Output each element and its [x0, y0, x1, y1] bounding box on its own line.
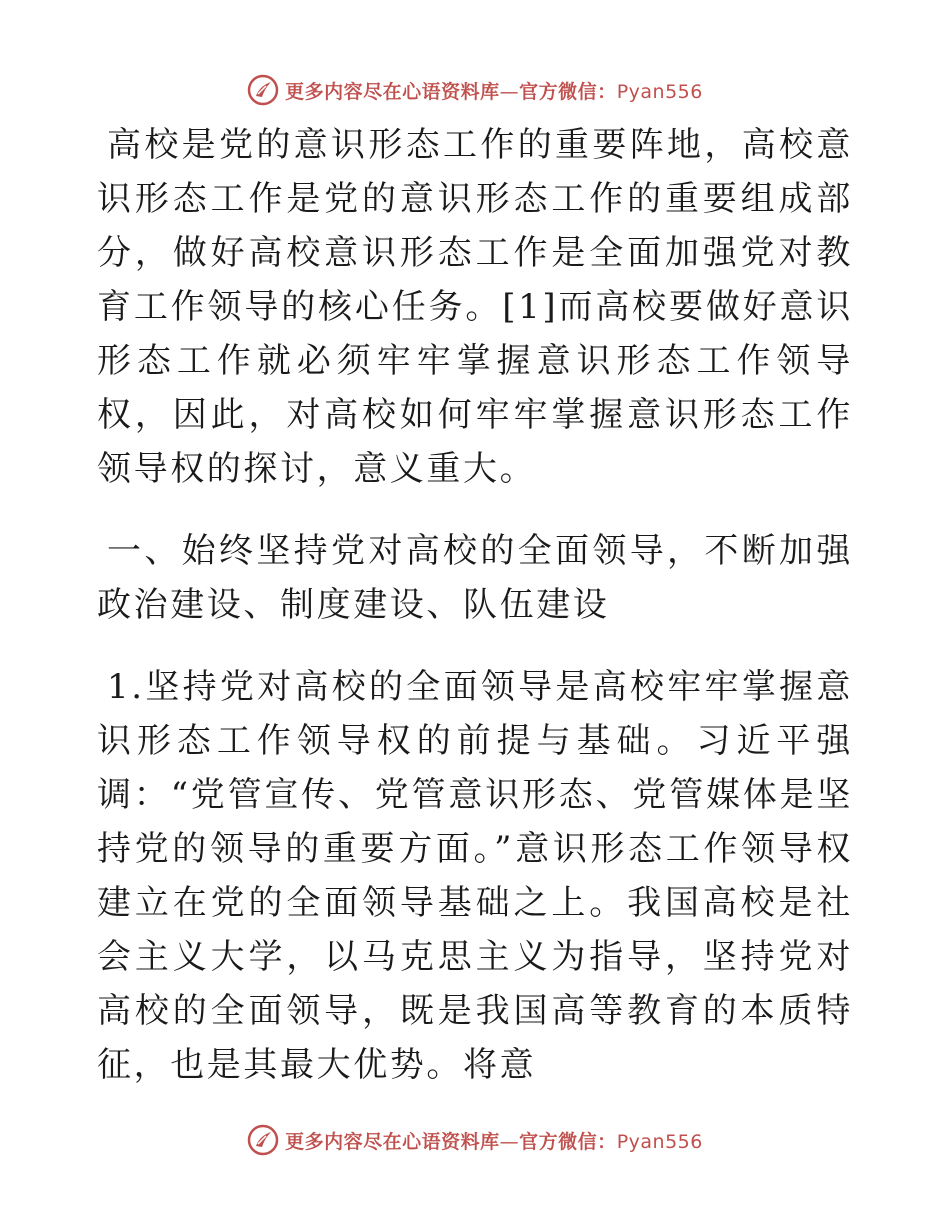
- paragraph-section-1-point-1: 1.坚持党对高校的全面领导是高校牢牢掌握意识形态工作领导权的前提与基础。习近平强调：“党管宣传、党管意识形态、党管媒体是坚持党的领导的重要方面。”意识形态工作领导权建立在党的全面领导基础之上。我国高校是社会主义大学，以马克思主义为指导，坚持党对高校的全面领导，既是我国高等教育的本质特征，也是其最大优势。将意: [97, 667, 853, 1085]
- watermark-dash: —: [499, 80, 520, 103]
- section-heading-1: 一、始终坚持党对高校的全面领导，不断加强政治建设、制度建设、队伍建设: [97, 531, 853, 625]
- header-watermark: [0, 70, 950, 110]
- footer-watermark: [0, 1120, 950, 1160]
- watermark-dash: —: [499, 1130, 520, 1153]
- watermark-wechat-id: Pyan556: [616, 80, 703, 103]
- watermark-wechat-id: Pyan556: [616, 1130, 703, 1153]
- watermark-bold: 更多内容尽在心语资料库: [285, 80, 500, 103]
- watermark-text: [285, 77, 703, 104]
- watermark-text: [285, 1127, 703, 1154]
- watermark-suffix: 官方微信：: [519, 80, 617, 103]
- paragraph-intro: 高校是党的意识形态工作的重要阵地，高校意识形态工作是党的意识形态工作的重要组成部分，做好高校意识形态工作是全面加强党对教育工作领导的核心任务。[1]而高校要做好意识形态工作就必须牢牢掌握意识形态工作领导权，因此，对高校如何牢牢掌握意识形态工作领导权的探讨，意义重大。: [97, 125, 853, 489]
- watermark-bold: 更多内容尽在心语资料库: [285, 1130, 500, 1153]
- logo-icon: [247, 74, 279, 106]
- document-body: [97, 118, 853, 1092]
- watermark-suffix: 官方微信：: [519, 1130, 617, 1153]
- logo-icon: [247, 1124, 279, 1156]
